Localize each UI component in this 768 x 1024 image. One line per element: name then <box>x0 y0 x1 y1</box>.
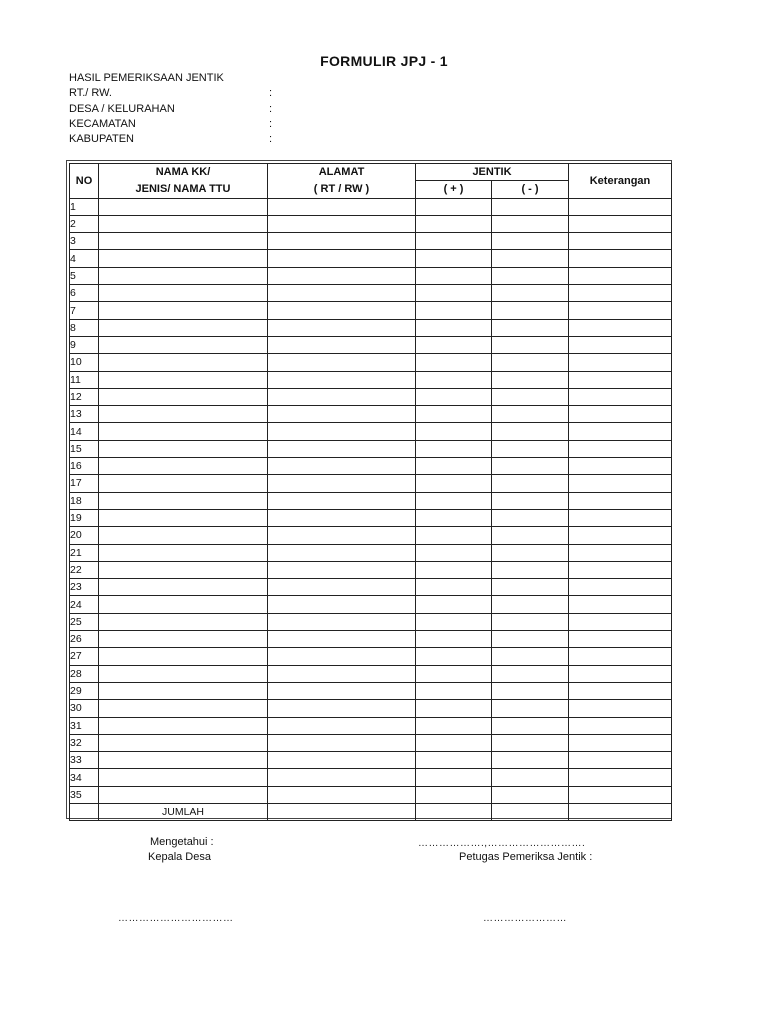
alamat-cell <box>268 423 416 440</box>
jumlah-alamat-cell <box>268 803 416 820</box>
alamat-cell <box>268 233 416 250</box>
keterangan-cell <box>569 198 672 215</box>
nama-cell <box>99 371 268 388</box>
jentik-plus-cell <box>416 579 492 596</box>
info-field-kabupaten <box>69 132 329 147</box>
jentik-table <box>69 163 672 821</box>
table-row <box>70 717 672 734</box>
keterangan-cell <box>569 509 672 526</box>
table-row <box>70 682 672 699</box>
table-row <box>70 250 672 267</box>
alamat-cell <box>268 561 416 578</box>
keterangan-cell <box>569 613 672 630</box>
keterangan-cell <box>569 492 672 509</box>
jumlah-minus-cell <box>492 803 569 820</box>
info-block <box>69 71 329 147</box>
jentik-minus-cell <box>492 458 569 475</box>
keterangan-cell <box>569 631 672 648</box>
keterangan-cell <box>569 319 672 336</box>
jentik-plus-cell <box>416 734 492 751</box>
jumlah-row <box>70 803 672 820</box>
alamat-cell <box>268 682 416 699</box>
jentik-minus-cell <box>492 561 569 578</box>
nama-cell <box>99 527 268 544</box>
info-subtitle: HASIL PEMERIKSAAN JENTIK <box>69 72 224 84</box>
keterangan-cell <box>569 786 672 803</box>
keterangan-cell <box>569 267 672 284</box>
jentik-plus-cell <box>416 336 492 353</box>
jentik-minus-cell <box>492 786 569 803</box>
alamat-cell <box>268 717 416 734</box>
info-colon: : <box>269 117 273 130</box>
row-number: 10 <box>70 354 99 371</box>
jentik-minus-cell <box>492 734 569 751</box>
table-row <box>70 267 672 284</box>
info-label: KABUPATEN <box>69 133 134 146</box>
jentik-plus-cell <box>416 406 492 423</box>
row-number: 14 <box>70 423 99 440</box>
alamat-cell <box>268 700 416 717</box>
jentik-minus-cell <box>492 336 569 353</box>
jentik-minus-cell <box>492 423 569 440</box>
keterangan-cell <box>569 285 672 302</box>
nama-cell <box>99 769 268 786</box>
header-alamat-line2: ( RT / RW ) <box>268 181 416 198</box>
petugas-signature-line: …………………… <box>483 913 567 924</box>
row-number: 1 <box>70 198 99 215</box>
jentik-plus-cell <box>416 215 492 232</box>
alamat-cell <box>268 267 416 284</box>
nama-cell <box>99 734 268 751</box>
info-field-rt-rw <box>69 86 329 101</box>
info-colon: : <box>269 133 273 146</box>
jentik-plus-cell <box>416 319 492 336</box>
keterangan-cell <box>569 423 672 440</box>
row-number: 3 <box>70 233 99 250</box>
nama-cell <box>99 631 268 648</box>
jentik-plus-cell <box>416 613 492 630</box>
alamat-cell <box>268 596 416 613</box>
jentik-minus-cell <box>492 354 569 371</box>
row-number: 21 <box>70 544 99 561</box>
keterangan-cell <box>569 734 672 751</box>
nama-cell <box>99 285 268 302</box>
jentik-plus-cell <box>416 388 492 405</box>
jentik-minus-cell <box>492 648 569 665</box>
jentik-plus-cell <box>416 302 492 319</box>
table-row <box>70 648 672 665</box>
keterangan-cell <box>569 458 672 475</box>
keterangan-cell <box>569 665 672 682</box>
jentik-minus-cell <box>492 527 569 544</box>
jentik-plus-cell <box>416 354 492 371</box>
info-field-kecamatan <box>69 117 329 132</box>
jentik-minus-cell <box>492 717 569 734</box>
table-row <box>70 509 672 526</box>
jumlah-keterangan-cell <box>569 803 672 820</box>
jentik-minus-cell <box>492 700 569 717</box>
keterangan-cell <box>569 440 672 457</box>
table-row <box>70 631 672 648</box>
jentik-minus-cell <box>492 267 569 284</box>
table-row <box>70 336 672 353</box>
nama-cell <box>99 354 268 371</box>
alamat-cell <box>268 215 416 232</box>
alamat-cell <box>268 648 416 665</box>
nama-cell <box>99 336 268 353</box>
info-label: RT./ RW. <box>69 87 112 100</box>
keterangan-cell <box>569 544 672 561</box>
jentik-minus-cell <box>492 302 569 319</box>
nama-cell <box>99 613 268 630</box>
nama-cell <box>99 786 268 803</box>
nama-cell <box>99 717 268 734</box>
alamat-cell <box>268 336 416 353</box>
jentik-minus-cell <box>492 613 569 630</box>
jentik-plus-cell <box>416 786 492 803</box>
header-nama-line2: JENIS/ NAMA TTU <box>99 181 268 198</box>
jumlah-label: JUMLAH <box>99 803 268 820</box>
jentik-minus-cell <box>492 475 569 492</box>
table-row <box>70 440 672 457</box>
jentik-minus-cell <box>492 440 569 457</box>
info-field-desa <box>69 102 329 117</box>
jentik-minus-cell <box>492 285 569 302</box>
kepala-desa-signature-line: …………………………… <box>118 913 234 924</box>
nama-cell <box>99 579 268 596</box>
alamat-cell <box>268 665 416 682</box>
row-number: 12 <box>70 388 99 405</box>
table-row <box>70 786 672 803</box>
row-number: 28 <box>70 665 99 682</box>
header-keterangan: Keterangan <box>569 164 672 199</box>
alamat-cell <box>268 579 416 596</box>
jentik-plus-cell <box>416 198 492 215</box>
row-number: 30 <box>70 700 99 717</box>
table-row <box>70 769 672 786</box>
jentik-minus-cell <box>492 631 569 648</box>
alamat-cell <box>268 285 416 302</box>
keterangan-cell <box>569 527 672 544</box>
row-number: 23 <box>70 579 99 596</box>
table-row <box>70 198 672 215</box>
keterangan-cell <box>569 579 672 596</box>
header-jentik: JENTIK <box>416 164 569 181</box>
row-number: 29 <box>70 682 99 699</box>
keterangan-cell <box>569 700 672 717</box>
alamat-cell <box>268 786 416 803</box>
nama-cell <box>99 700 268 717</box>
alamat-cell <box>268 458 416 475</box>
alamat-cell <box>268 492 416 509</box>
nama-cell <box>99 682 268 699</box>
nama-cell <box>99 319 268 336</box>
jentik-plus-cell <box>416 267 492 284</box>
keterangan-cell <box>569 250 672 267</box>
table-row <box>70 492 672 509</box>
alamat-cell <box>268 544 416 561</box>
jentik-plus-cell <box>416 682 492 699</box>
nama-cell <box>99 648 268 665</box>
table-row <box>70 475 672 492</box>
jentik-minus-cell <box>492 596 569 613</box>
row-number: 20 <box>70 527 99 544</box>
jentik-plus-cell <box>416 717 492 734</box>
alamat-cell <box>268 371 416 388</box>
jentik-minus-cell <box>492 406 569 423</box>
row-number: 22 <box>70 561 99 578</box>
header-plus: ( + ) <box>416 181 492 198</box>
jentik-minus-cell <box>492 250 569 267</box>
nama-cell <box>99 215 268 232</box>
jentik-plus-cell <box>416 423 492 440</box>
header-alamat-line1: ALAMAT <box>268 164 416 181</box>
row-number: 19 <box>70 509 99 526</box>
alamat-cell <box>268 769 416 786</box>
jumlah-no-cell <box>70 803 99 820</box>
jentik-plus-cell <box>416 665 492 682</box>
nama-cell <box>99 475 268 492</box>
alamat-cell <box>268 631 416 648</box>
keterangan-cell <box>569 475 672 492</box>
jentik-minus-cell <box>492 509 569 526</box>
jentik-minus-cell <box>492 233 569 250</box>
table-row <box>70 302 672 319</box>
jentik-minus-cell <box>492 682 569 699</box>
table-row <box>70 561 672 578</box>
alamat-cell <box>268 734 416 751</box>
nama-cell <box>99 198 268 215</box>
nama-cell <box>99 250 268 267</box>
jentik-minus-cell <box>492 752 569 769</box>
jentik-plus-cell <box>416 285 492 302</box>
nama-cell <box>99 388 268 405</box>
table-row <box>70 406 672 423</box>
nama-cell <box>99 596 268 613</box>
table-row <box>70 285 672 302</box>
jentik-plus-cell <box>416 769 492 786</box>
keterangan-cell <box>569 233 672 250</box>
jentik-minus-cell <box>492 769 569 786</box>
jentik-plus-cell <box>416 250 492 267</box>
table-frame <box>66 160 672 819</box>
keterangan-cell <box>569 215 672 232</box>
alamat-cell <box>268 527 416 544</box>
jentik-plus-cell <box>416 648 492 665</box>
alamat-cell <box>268 302 416 319</box>
jentik-plus-cell <box>416 371 492 388</box>
jentik-minus-cell <box>492 319 569 336</box>
table-row <box>70 579 672 596</box>
jentik-plus-cell <box>416 596 492 613</box>
nama-cell <box>99 665 268 682</box>
jentik-plus-cell <box>416 561 492 578</box>
jentik-plus-cell <box>416 509 492 526</box>
petugas-label: Petugas Pemeriksa Jentik : <box>459 851 593 863</box>
info-label: DESA / KELURAHAN <box>69 102 175 115</box>
alamat-cell <box>268 406 416 423</box>
nama-cell <box>99 509 268 526</box>
table-row <box>70 319 672 336</box>
table-row <box>70 354 672 371</box>
header-no: NO <box>70 164 99 199</box>
table-row <box>70 665 672 682</box>
jentik-minus-cell <box>492 579 569 596</box>
table-row <box>70 527 672 544</box>
nama-cell <box>99 492 268 509</box>
row-number: 15 <box>70 440 99 457</box>
table-row <box>70 544 672 561</box>
keterangan-cell <box>569 596 672 613</box>
row-number: 8 <box>70 319 99 336</box>
row-number: 4 <box>70 250 99 267</box>
row-number: 16 <box>70 458 99 475</box>
row-number: 32 <box>70 734 99 751</box>
keterangan-cell <box>569 354 672 371</box>
jentik-plus-cell <box>416 631 492 648</box>
table-row <box>70 233 672 250</box>
header-nama-line1: NAMA KK/ <box>99 164 268 181</box>
jentik-plus-cell <box>416 233 492 250</box>
keterangan-cell <box>569 752 672 769</box>
form-title: FORMULIR JPJ - 1 <box>320 53 448 69</box>
row-number: 6 <box>70 285 99 302</box>
info-label: KECAMATAN <box>69 117 136 130</box>
table-body <box>70 198 672 821</box>
nama-cell <box>99 233 268 250</box>
jentik-plus-cell <box>416 458 492 475</box>
row-number: 9 <box>70 336 99 353</box>
keterangan-cell <box>569 371 672 388</box>
jentik-plus-cell <box>416 440 492 457</box>
nama-cell <box>99 423 268 440</box>
keterangan-cell <box>569 406 672 423</box>
info-colon: : <box>269 102 273 115</box>
keterangan-cell <box>569 561 672 578</box>
mengetahui-label: Mengetahui : <box>150 836 214 848</box>
row-number: 7 <box>70 302 99 319</box>
table-row <box>70 596 672 613</box>
jentik-plus-cell <box>416 544 492 561</box>
alamat-cell <box>268 752 416 769</box>
jentik-minus-cell <box>492 492 569 509</box>
keterangan-cell <box>569 717 672 734</box>
jumlah-plus-cell <box>416 803 492 820</box>
row-number: 33 <box>70 752 99 769</box>
nama-cell <box>99 561 268 578</box>
jentik-minus-cell <box>492 198 569 215</box>
row-number: 25 <box>70 613 99 630</box>
jentik-minus-cell <box>492 215 569 232</box>
jentik-minus-cell <box>492 388 569 405</box>
nama-cell <box>99 458 268 475</box>
jentik-plus-cell <box>416 752 492 769</box>
row-number: 31 <box>70 717 99 734</box>
table-row <box>70 752 672 769</box>
table-row <box>70 458 672 475</box>
keterangan-cell <box>569 302 672 319</box>
alamat-cell <box>268 198 416 215</box>
jentik-minus-cell <box>492 665 569 682</box>
nama-cell <box>99 406 268 423</box>
keterangan-cell <box>569 336 672 353</box>
table-row <box>70 388 672 405</box>
alamat-cell <box>268 319 416 336</box>
alamat-cell <box>268 354 416 371</box>
keterangan-cell <box>569 388 672 405</box>
alamat-cell <box>268 388 416 405</box>
nama-cell <box>99 267 268 284</box>
table-row <box>70 613 672 630</box>
info-colon: : <box>269 87 273 100</box>
jentik-plus-cell <box>416 527 492 544</box>
row-number: 27 <box>70 648 99 665</box>
row-number: 18 <box>70 492 99 509</box>
table-row <box>70 734 672 751</box>
alamat-cell <box>268 509 416 526</box>
row-number: 34 <box>70 769 99 786</box>
row-number: 17 <box>70 475 99 492</box>
row-number: 2 <box>70 215 99 232</box>
row-number: 24 <box>70 596 99 613</box>
table-row <box>70 700 672 717</box>
row-number: 11 <box>70 371 99 388</box>
keterangan-cell <box>569 648 672 665</box>
keterangan-cell <box>569 769 672 786</box>
jentik-plus-cell <box>416 700 492 717</box>
keterangan-cell <box>569 682 672 699</box>
alamat-cell <box>268 440 416 457</box>
table-row <box>70 423 672 440</box>
jentik-plus-cell <box>416 492 492 509</box>
alamat-cell <box>268 613 416 630</box>
row-number: 26 <box>70 631 99 648</box>
row-number: 35 <box>70 786 99 803</box>
jentik-plus-cell <box>416 475 492 492</box>
nama-cell <box>99 752 268 769</box>
table-row <box>70 371 672 388</box>
jentik-minus-cell <box>492 544 569 561</box>
jentik-minus-cell <box>492 371 569 388</box>
place-date-field: ……………….,………………………. <box>418 838 586 849</box>
row-number: 5 <box>70 267 99 284</box>
table-row <box>70 215 672 232</box>
kepala-desa-label: Kepala Desa <box>148 851 211 863</box>
nama-cell <box>99 440 268 457</box>
row-number: 13 <box>70 406 99 423</box>
nama-cell <box>99 544 268 561</box>
alamat-cell <box>268 475 416 492</box>
alamat-cell <box>268 250 416 267</box>
header-minus: ( - ) <box>492 181 569 198</box>
nama-cell <box>99 302 268 319</box>
